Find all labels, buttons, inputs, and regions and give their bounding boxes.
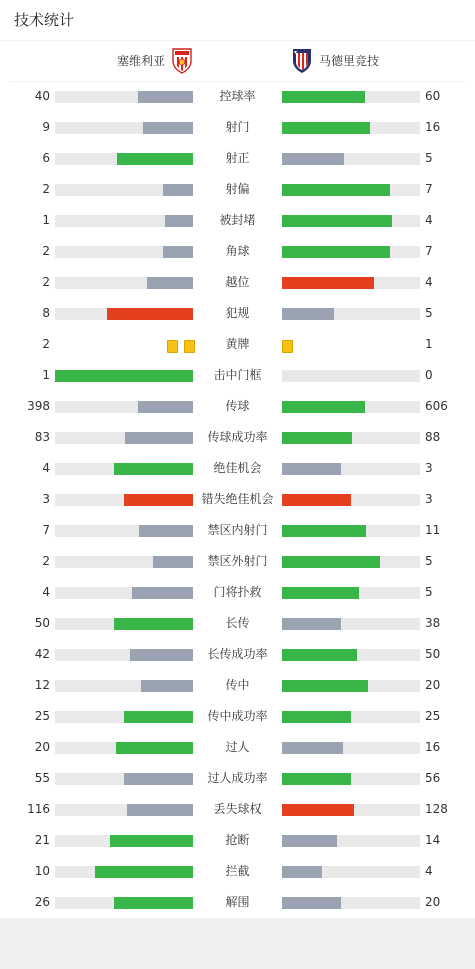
home-stat-value: 83	[34, 430, 50, 444]
home-bar-fill	[163, 184, 193, 196]
stat-label: 击中门框	[213, 368, 262, 382]
away-bar-fill	[282, 618, 341, 630]
stat-label: 黄牌	[225, 337, 250, 351]
away-stat-value: 5	[425, 554, 433, 568]
home-stat-value: 26	[34, 895, 50, 909]
away-bar-fill	[282, 215, 392, 227]
home-bar-track	[55, 866, 193, 878]
home-bar-fill	[130, 649, 193, 661]
away-bar-track	[282, 866, 420, 878]
stat-label: 丢失球权	[213, 802, 262, 816]
away-bar-track	[282, 215, 420, 227]
away-bar-fill	[282, 587, 359, 599]
away-stat-value: 5	[425, 306, 433, 320]
away-bar-track	[282, 649, 420, 661]
away-bar-track	[282, 835, 420, 847]
away-bar-track	[282, 308, 420, 320]
stat-row	[0, 825, 475, 856]
away-bar-fill	[282, 463, 341, 475]
home-stat-value: 8	[42, 306, 50, 320]
stat-label: 错失绝佳机会	[201, 492, 274, 506]
stat-row	[0, 81, 475, 112]
stat-label: 长传成功率	[207, 647, 268, 661]
home-stat-value: 4	[42, 585, 50, 599]
stat-label: 犯规	[225, 306, 250, 320]
stat-row	[0, 794, 475, 825]
page-title: 技术统计	[14, 11, 75, 29]
home-bar-track	[55, 649, 193, 661]
home-bar-fill	[139, 525, 193, 537]
away-stat-value: 38	[425, 616, 441, 630]
stat-label: 射偏	[225, 182, 250, 196]
home-bar-track	[55, 711, 193, 723]
stat-label: 射门	[225, 120, 250, 134]
home-bar-track	[55, 835, 193, 847]
stat-label: 传中成功率	[207, 709, 268, 723]
away-bar-track	[282, 618, 420, 630]
home-bar-track	[55, 401, 193, 413]
away-bar-track	[282, 773, 420, 785]
home-bar-track	[55, 618, 193, 630]
stat-row	[0, 577, 475, 608]
away-stat-value: 5	[425, 585, 433, 599]
away-bar-track	[282, 370, 420, 382]
away-team-name: 马德里竞技	[319, 54, 380, 68]
stat-label: 解围	[225, 895, 250, 909]
stat-row	[0, 546, 475, 577]
away-stat-value: 56	[425, 771, 441, 785]
yellow-card-icon	[167, 340, 178, 353]
stat-row	[0, 143, 475, 174]
stat-row	[0, 732, 475, 763]
home-bar-fill	[124, 494, 193, 506]
away-bar-track	[282, 401, 420, 413]
stat-row	[0, 329, 475, 360]
away-stat-value: 16	[425, 740, 441, 754]
away-bar-track	[282, 246, 420, 258]
away-bar-track	[282, 91, 420, 103]
away-bar-fill	[282, 556, 380, 568]
home-bar-fill	[124, 711, 193, 723]
away-stat-value: 14	[425, 833, 441, 847]
home-stat-value: 42	[34, 647, 50, 661]
stat-row	[0, 484, 475, 515]
home-bar-fill	[141, 680, 193, 692]
home-bar-fill	[143, 122, 193, 134]
away-stat-value: 4	[425, 213, 433, 227]
stat-label: 传球成功率	[207, 430, 268, 444]
home-bar-fill	[124, 773, 193, 785]
home-stat-value: 2	[42, 244, 50, 258]
away-bar-track	[282, 587, 420, 599]
away-bar-fill	[282, 773, 351, 785]
home-bar-track	[55, 680, 193, 692]
home-bar-track	[55, 742, 193, 754]
away-bar-track	[282, 556, 420, 568]
home-stat-value: 2	[42, 554, 50, 568]
home-bar-track	[55, 122, 193, 134]
away-stat-value: 128	[425, 802, 448, 816]
home-bar-fill	[95, 866, 193, 878]
stat-row	[0, 887, 475, 918]
stat-label: 控球率	[219, 89, 256, 103]
home-bar-fill	[132, 587, 193, 599]
home-bar-track	[55, 525, 193, 537]
home-stat-value: 1	[42, 368, 50, 382]
stat-row	[0, 422, 475, 453]
away-bar-fill	[282, 649, 357, 661]
away-bar-track	[282, 680, 420, 692]
home-team-name: 塞维利亚	[116, 54, 165, 68]
home-stat-value: 55	[34, 771, 50, 785]
away-stat-value: 3	[425, 492, 433, 506]
away-yellow-cards	[282, 338, 299, 352]
away-bar-track	[282, 897, 420, 909]
away-bar-track	[282, 711, 420, 723]
home-bar-fill	[163, 246, 193, 258]
home-bar-fill	[114, 463, 193, 475]
stat-label: 过人	[225, 740, 250, 754]
stat-row	[0, 856, 475, 887]
home-bar-fill	[147, 277, 193, 289]
stat-label: 角球	[225, 244, 250, 258]
away-bar-fill	[282, 246, 390, 258]
away-bar-fill	[282, 308, 334, 320]
atletico-madrid-crest-icon	[291, 48, 313, 74]
home-bar-fill	[110, 835, 193, 847]
away-bar-fill	[282, 680, 368, 692]
stat-row	[0, 701, 475, 732]
away-stat-value: 11	[425, 523, 441, 537]
home-bar-track	[55, 370, 193, 382]
away-bar-track	[282, 184, 420, 196]
stat-label: 拦截	[225, 864, 250, 878]
home-stat-value: 116	[27, 802, 50, 816]
home-bar-fill	[117, 153, 193, 165]
home-stat-value: 4	[42, 461, 50, 475]
away-stat-value: 16	[425, 120, 441, 134]
away-bar-track	[282, 494, 420, 506]
home-stat-value: 6	[42, 151, 50, 165]
stat-row	[0, 670, 475, 701]
stat-row	[0, 763, 475, 794]
home-stat-value: 12	[34, 678, 50, 692]
stat-label: 门将扑救	[213, 585, 262, 599]
home-bar-fill	[165, 215, 193, 227]
home-bar-fill	[114, 897, 193, 909]
home-bar-fill	[153, 556, 193, 568]
away-bar-track	[282, 277, 420, 289]
home-stat-value: 21	[34, 833, 50, 847]
away-bar-fill	[282, 835, 337, 847]
away-stat-value: 25	[425, 709, 441, 723]
home-bar-track	[55, 463, 193, 475]
home-stat-value: 2	[42, 182, 50, 196]
away-bar-track	[282, 804, 420, 816]
home-bar-track	[55, 246, 193, 258]
home-stat-value: 9	[42, 120, 50, 134]
stat-label: 过人成功率	[207, 771, 268, 785]
away-bar-track	[282, 122, 420, 134]
stat-row	[0, 112, 475, 143]
stat-label: 被封堵	[219, 213, 256, 227]
home-bar-track	[55, 494, 193, 506]
stat-label: 传中	[225, 678, 250, 692]
home-bar-fill	[114, 618, 193, 630]
stat-row	[0, 608, 475, 639]
away-bar-track	[282, 463, 420, 475]
away-stat-value: 4	[425, 275, 433, 289]
stat-row	[0, 174, 475, 205]
away-stat-value: 7	[425, 244, 433, 258]
away-bar-fill	[282, 122, 370, 134]
home-bar-track	[55, 308, 193, 320]
yellow-card-icon	[282, 340, 293, 353]
home-bar-track	[55, 773, 193, 785]
away-stat-value: 606	[425, 399, 448, 413]
stat-label: 越位	[225, 275, 250, 289]
divider	[0, 40, 475, 41]
home-stat-value: 398	[27, 399, 50, 413]
home-stat-value: 40	[34, 89, 50, 103]
away-bar-fill	[282, 432, 352, 444]
home-stat-value: 25	[34, 709, 50, 723]
home-bar-track	[55, 556, 193, 568]
away-bar-fill	[282, 401, 365, 413]
home-bar-fill	[127, 804, 193, 816]
away-bar-fill	[282, 91, 365, 103]
home-bar-fill	[55, 370, 193, 382]
home-bar-track	[55, 432, 193, 444]
away-bar-fill	[282, 494, 351, 506]
home-bar-track	[55, 91, 193, 103]
away-bar-fill	[282, 153, 344, 165]
home-bar-track	[55, 153, 193, 165]
home-stat-value: 2	[42, 337, 50, 351]
stat-label: 禁区内射门	[207, 523, 268, 537]
away-stat-value: 1	[425, 337, 433, 351]
home-stat-value: 2	[42, 275, 50, 289]
stat-row	[0, 267, 475, 298]
away-bar-fill	[282, 525, 366, 537]
home-bar-track	[55, 215, 193, 227]
home-stat-value: 10	[34, 864, 50, 878]
away-stat-value: 5	[425, 151, 433, 165]
stat-row	[0, 205, 475, 236]
home-stat-value: 20	[34, 740, 50, 754]
away-stat-value: 0	[425, 368, 433, 382]
stat-row	[0, 515, 475, 546]
home-bar-track	[55, 277, 193, 289]
stat-row	[0, 639, 475, 670]
away-bar-fill	[282, 711, 351, 723]
away-stat-value: 50	[425, 647, 441, 661]
away-bar-fill	[282, 897, 341, 909]
stat-label: 传球	[225, 399, 250, 413]
stat-label: 禁区外射门	[207, 554, 268, 568]
home-bar-fill	[116, 742, 193, 754]
away-stat-value: 88	[425, 430, 441, 444]
home-bar-fill	[138, 91, 193, 103]
home-stat-value: 3	[42, 492, 50, 506]
away-bar-track	[282, 525, 420, 537]
home-stat-value: 1	[42, 213, 50, 227]
away-stat-value: 3	[425, 461, 433, 475]
away-bar-fill	[282, 277, 374, 289]
home-bar-track	[55, 587, 193, 599]
home-bar-track	[55, 897, 193, 909]
sevilla-crest-icon	[171, 48, 193, 74]
home-stat-value: 50	[34, 616, 50, 630]
stat-row	[0, 236, 475, 267]
away-bar-track	[282, 432, 420, 444]
away-stat-value: 7	[425, 182, 433, 196]
away-bar-fill	[282, 184, 390, 196]
home-bar-fill	[138, 401, 193, 413]
stat-label: 射正	[225, 151, 250, 165]
stat-label: 绝佳机会	[213, 461, 262, 475]
away-stat-value: 4	[425, 864, 433, 878]
away-stat-value: 20	[425, 678, 441, 692]
stat-label: 抢断	[225, 833, 250, 847]
home-stat-value: 7	[42, 523, 50, 537]
stat-label: 长传	[225, 616, 250, 630]
away-bar-fill	[282, 742, 343, 754]
away-stat-value: 20	[425, 895, 441, 909]
stat-row	[0, 298, 475, 329]
stat-row	[0, 391, 475, 422]
away-bar-track	[282, 153, 420, 165]
home-bar-track	[55, 184, 193, 196]
away-bar-fill	[282, 804, 354, 816]
away-bar-fill	[282, 866, 322, 878]
home-bar-track	[55, 804, 193, 816]
away-bar-track	[282, 742, 420, 754]
stat-row	[0, 453, 475, 484]
home-bar-fill	[125, 432, 193, 444]
home-bar-fill	[107, 308, 193, 320]
teams-header	[0, 42, 475, 80]
away-stat-value: 60	[425, 89, 441, 103]
stat-row	[0, 360, 475, 391]
